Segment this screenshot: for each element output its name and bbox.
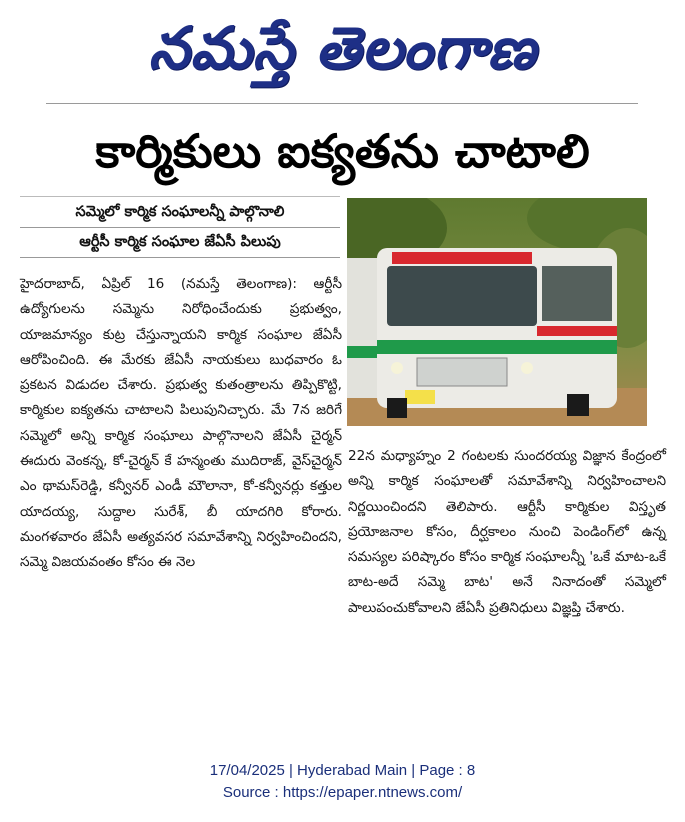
footer-date-edition-page: 17/04/2025 | Hyderabad Main | Page : 8 (209, 762, 476, 779)
bus-photo-illustration (347, 198, 647, 426)
article-body-right-column (348, 444, 666, 621)
article-photo-bus (347, 198, 647, 426)
footer-source-link[interactable]: Source : https://epaper.ntnews.com/ (222, 784, 463, 801)
bus-number-plate (405, 390, 435, 404)
bus-side-windows (542, 266, 612, 321)
article-subheading-1: సమ్మెలో కార్మిక సంఘాలన్నీ పాల్గొనాలి (20, 196, 340, 228)
bus-wheel (387, 398, 407, 418)
bus-windshield (387, 266, 537, 326)
bus-green-stripe (377, 340, 617, 354)
bus-headlight-right (521, 362, 533, 374)
bus-destination-board (392, 252, 532, 264)
bus-grille (417, 358, 507, 386)
masthead-divider (46, 103, 638, 104)
article-headline: కార్మికులు ఐక్యతను చాటాలి (95, 124, 590, 178)
bus-red-stripe (537, 326, 617, 336)
article-subheading-2: ఆర్టీసీ కార్మిక సంఘాల జేఏసీ పిలుపు (20, 227, 340, 258)
newspaper-masthead: నమస్తే తెలంగాణ (148, 14, 537, 82)
bus-wheel (567, 394, 589, 416)
article-body-right-text: 22న మధ్యాహ్నం 2 గంటలకు సుందరయ్య విజ్ఞాన కేంద్రంలో అన్ని కార్మిక సంఘాలతో సమావేశాన్ని నిర్వహించాలని నిర్ణయించిందని తెలిపారు. ఆర్టీసీ కార్మికుల విస్తృత ప్రయోజనాల కోసం, దీర్ఘకాలం నుంచి పెండింగ్‌లో ఉన్న సమస్యల పరిష్కారం కోసం కార్మిక సంఘాలన్నీ 'ఒకే మాట-ఒకే బాట-అదే సమ్మె బాట' అనే నినాదంతో సమ్మెలో పాలుపంచుకోవాలని జేఏసీ ప్రతినిధులు విజ్ఞప్తి చేశారు. (348, 448, 666, 616)
article-body-left-column (20, 272, 342, 576)
article-body-left-text: హైదరాబాద్, ఏప్రిల్ 16 (నమస్తే తెలంగాణ): ఆర్టీసీ ఉద్యోగులను సమ్మెను నిరోధించేందుకు ప్రభుత్వం, యాజమాన్యం కుట్ర చేస్తున్నాయని కార్మిక సంఘాల జేఏసీ ఆరోపించింది. ఈ మేరకు జేఏసీ నాయకులు బుధవారం ఓ ప్రకటన విడుదల చేశారు. ప్రభుత్వ కుతంత్రాలను తిప్పికొట్టి, కార్మికుల ఐక్యతను చాటాలని పిలుపునిచ్చారు. మే 7న జరిగే సమ్మెలో అన్ని కార్మిక సంఘాలు పాల్గొనాలని జేఏసీ చైర్మన్ ఈదురు వెంకన్న, కో-చైర్మన్ కే హన్మంతు ముదిరాజ్, వైస్‌చైర్మన్ ఎం థామస్‌రెడ్డి, కన్వీనర్ ఎండీ మౌలానా, కో-కన్వీనర్లు కత్తుల యాదయ్య, సుద్దాల సురేశ్, బీ యాదగిరి కోరారు. మంగళవారం జేఏసీ అత్యవసర సమావేశాన్ని నిర్వహించిందని, సమ్మె విజయవంతం కోసం ఈ నెల (20, 276, 342, 571)
bus-headlight-left (391, 362, 403, 374)
